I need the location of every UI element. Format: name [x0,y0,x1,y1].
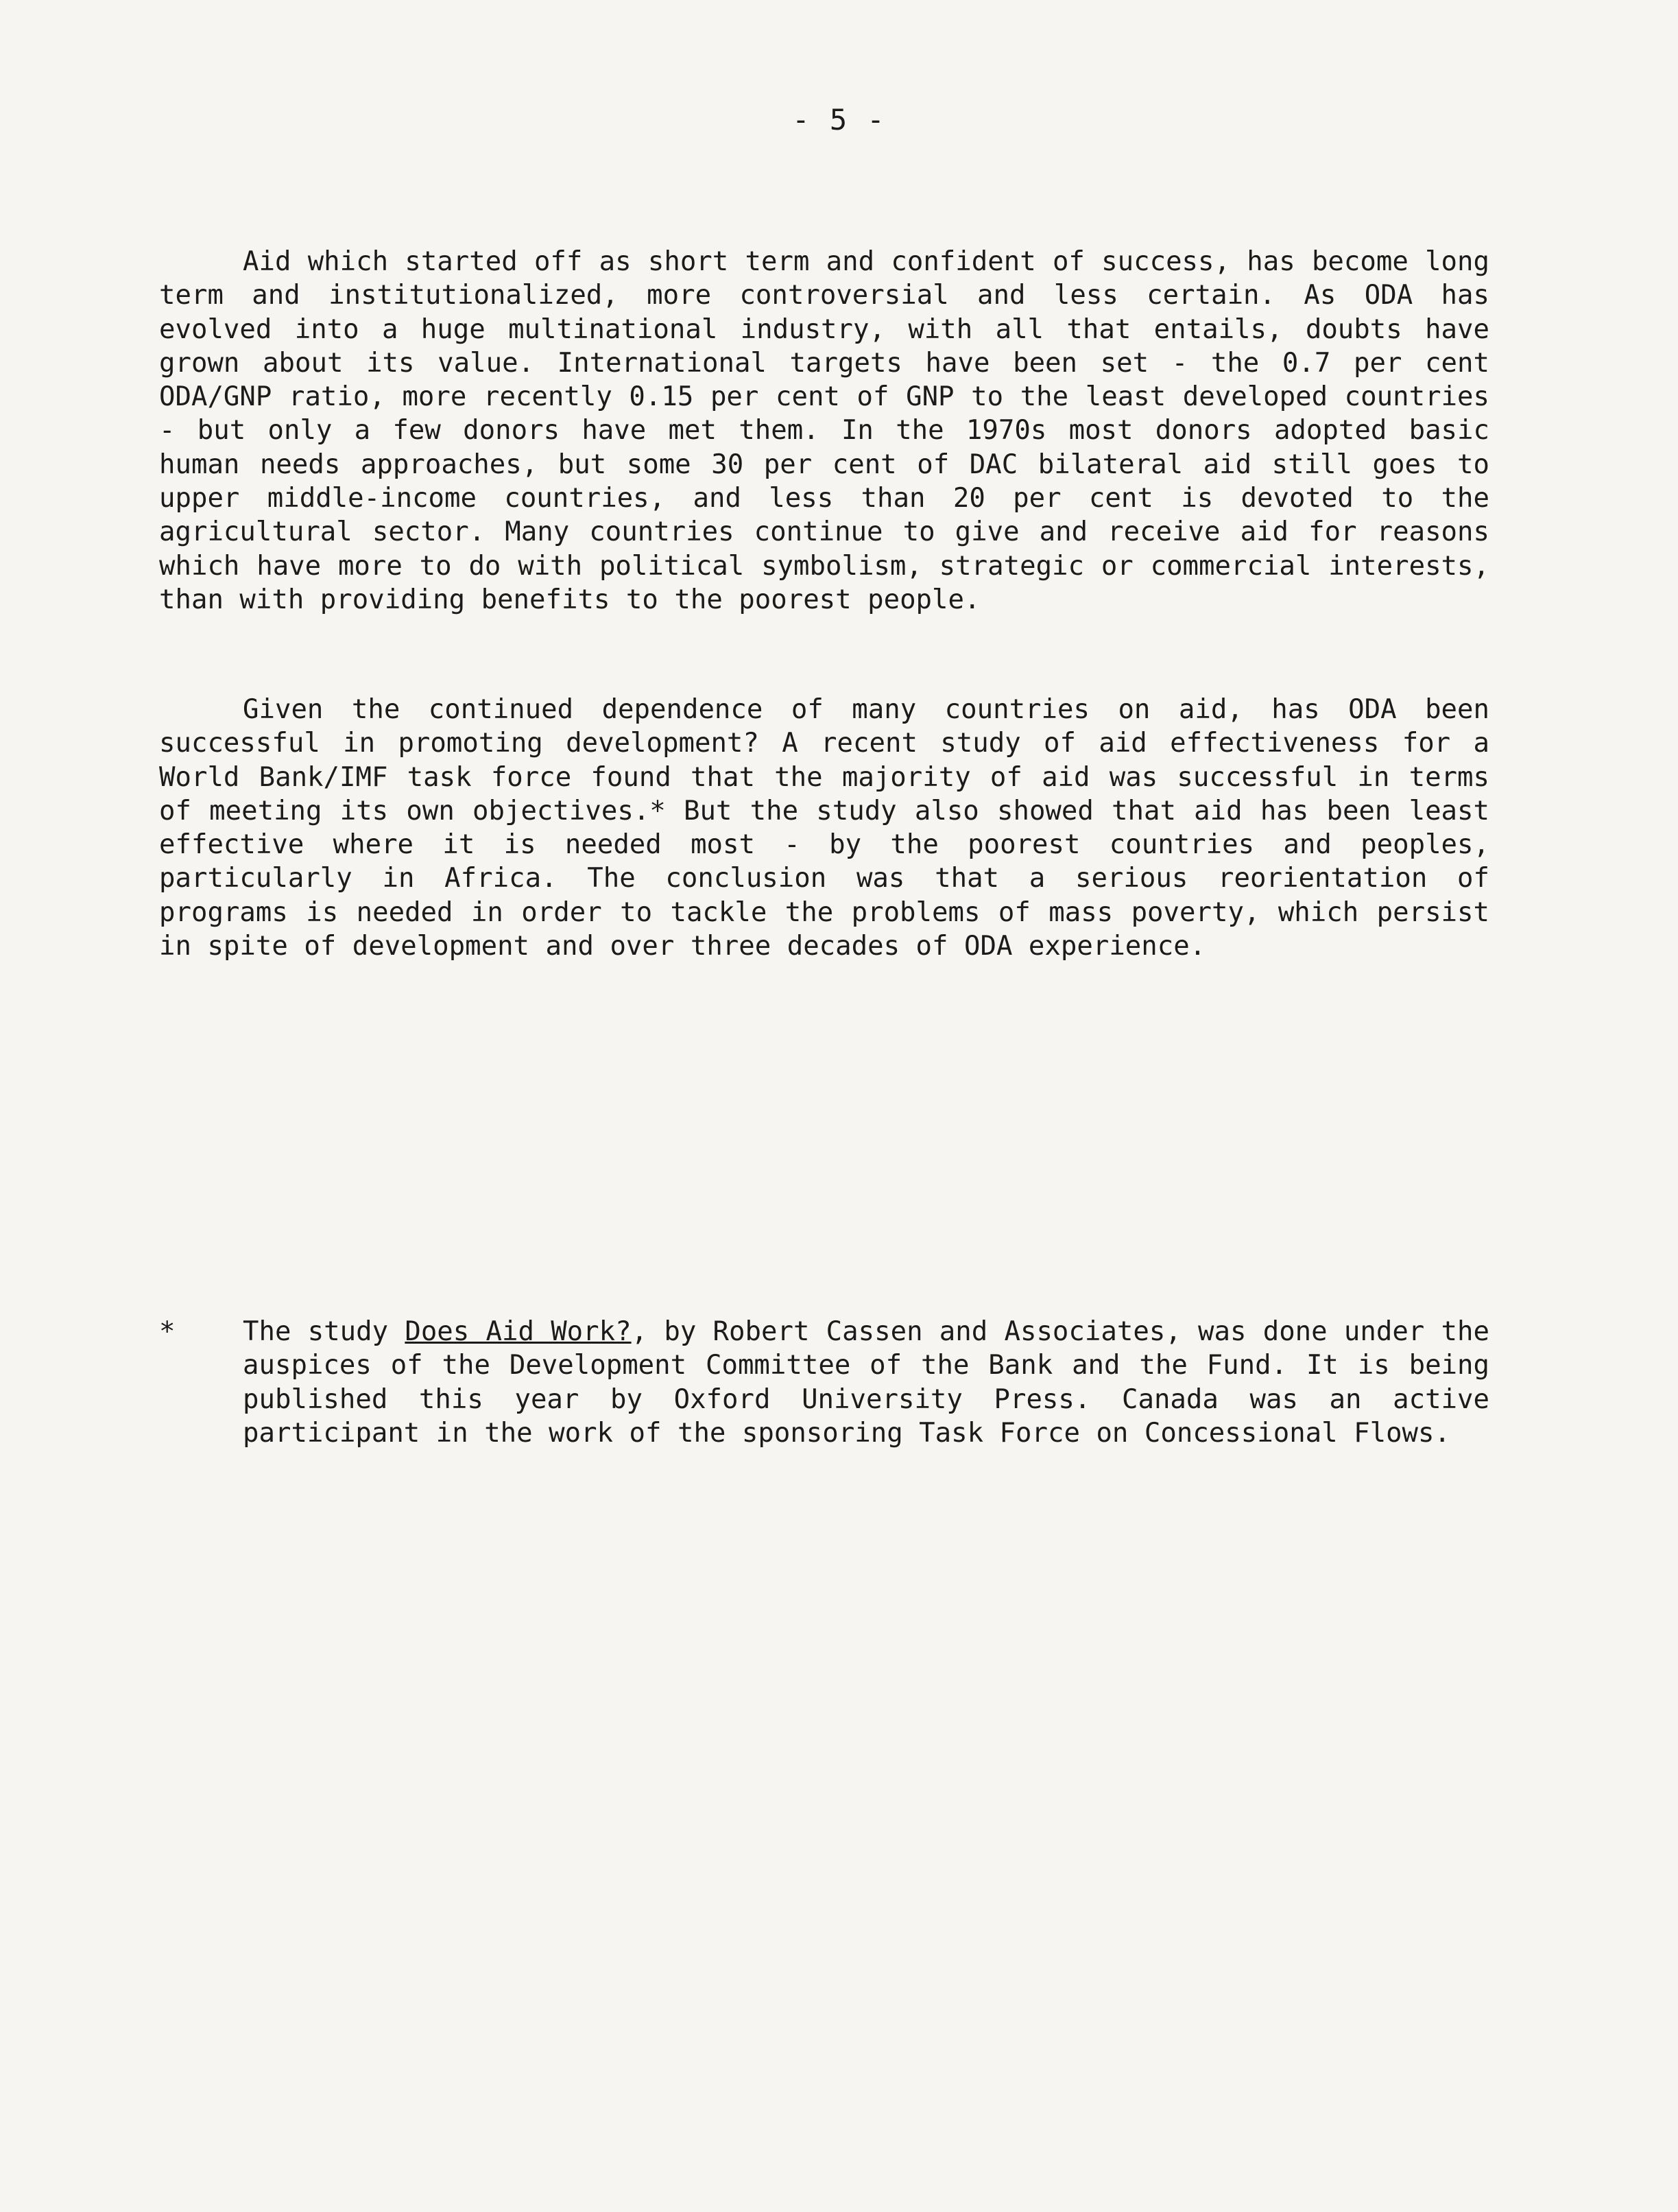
page-number: - 5 - [792,103,886,136]
footnote-text [243,1315,1489,1450]
paragraph-text: Given the continued dependence of many countries on aid, has ODA been successful in promoting development? A recent study of aid effectiveness for a World Bank/IMF task force found that the majority of aid was successful in terms of meeting its own objectives.* But the study also showed that aid has been least effective where it is needed most - by the poorest countries and peoples, particularly in Africa. The conclusion was that a serious reorientation of programs is needed in order to tackle the problems of mass poverty, which persist in spite of development and over three decades of ODA experience. [159,694,1489,962]
body-paragraph-1 [159,245,1489,617]
footnote-rest: , by Robert Cassen and Associates, was done under the auspices of the Development Committee of the Bank and the Fund. It is being published this year by Oxford University Press. Canada was an active participant in the work of the sponsoring Task Force on Concessional Flows. [243,1316,1489,1449]
paragraph-text: Aid which started off as short term and confident of success, has become long term and institutionalized, more controversial and less certain. As ODA has evolved into a huge multinational industry, with all that entails, doubts have grown about its value. International targets have been set - the 0.7 per cent ODA/GNP ratio, more recently 0.15 per cent of GNP to the least developed countries - but only a few donors have met them. In the 1970s most donors adopted basic human needs approaches, but some 30 per cent of DAC bilateral aid still goes to upper middle-income countries, and less than 20 per cent is devoted to the agricultural sector. Many countries continue to give and receive aid for reasons which have more to do with political symbolism, strategic or commercial interests, than with providing benefits to the poorest people. [159,246,1489,615]
cited-work-title: Does Aid Work? [405,1316,632,1347]
footnote [159,1315,1489,1450]
footnote-marker: * [159,1316,176,1347]
body-paragraph-2 [159,693,1489,963]
footnote-lead: The study [243,1316,405,1347]
